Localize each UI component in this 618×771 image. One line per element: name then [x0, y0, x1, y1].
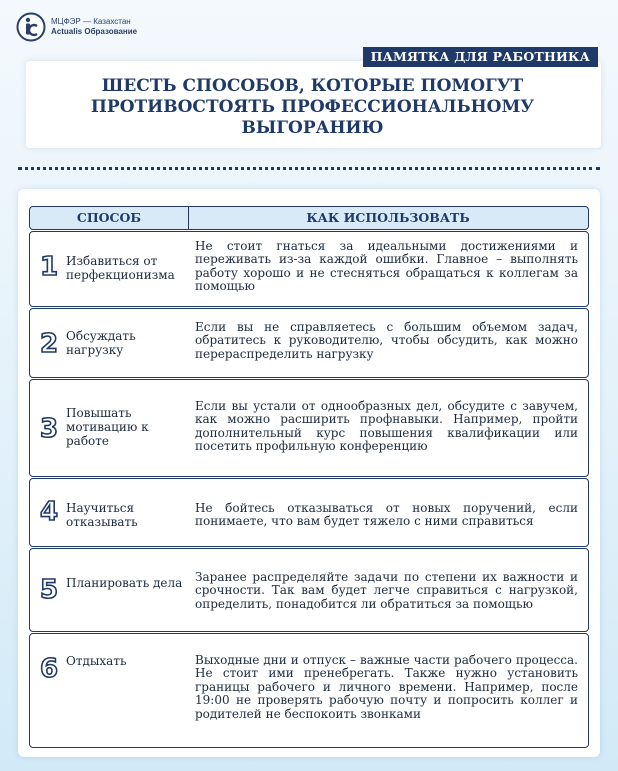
table-row [29, 308, 589, 378]
column-header-way: СПОСОБ [30, 207, 189, 229]
table-row [29, 633, 589, 748]
row-way: Планировать дела [66, 576, 183, 590]
page-title [30, 76, 595, 139]
table-row [29, 478, 589, 547]
row-number: 3 [39, 414, 59, 444]
row-how: Заранее распределяйте задачи по степени их важности и срочности. Так вам будет легче справиться с нагрузкой, определить, понадобится ли обратиться за помощью [195, 570, 578, 611]
logo-text [51, 17, 137, 37]
row-number: 5 [39, 575, 59, 605]
row-number: 4 [39, 497, 59, 527]
row-way: Обсуждать нагрузку [66, 329, 136, 357]
row-way: Избавиться от перфекционизма [66, 254, 175, 282]
row-how: Не бойтесь отказываться от новых поручений, если понимаете, что вам будет тяжело с ними справиться [195, 501, 578, 529]
row-way: Научиться отказывать [66, 501, 138, 529]
title-line-1: ШЕСТЬ СПОСОБОВ, КОТОРЫЕ ПОМОГУТ [101, 76, 524, 96]
memo-tag: ПАМЯТКА ДЛЯ РАБОТНИКА [363, 47, 598, 67]
title-line-2: ПРОТИВОСТОЯТЬ ПРОФЕССИОНАЛЬНОМУ [90, 97, 535, 117]
row-number: 6 [39, 654, 59, 684]
logo-line-1: МЦФЭР — Казахстан [51, 17, 131, 26]
row-how: Выходные дни и отпуск – важные части рабочего процесса. Не стоит ими пренебрегать. Также нужно установить границы рабочего и личного времени. Например, после 19:00 не проверять рабочую почту и попросить коллег и родителей не беспокоить звонками [195, 653, 578, 721]
column-header-how: КАК ИСПОЛЬЗОВАТЬ [306, 210, 470, 225]
dotted-divider [18, 167, 600, 170]
row-number: 2 [39, 329, 59, 359]
table-row [29, 548, 589, 632]
row-how: Если вы устали от однообразных дел, обсудите с завучем, как можно расширить профнавыки. Например, пройти дополнительный курс повышения квалификации или посетить профильную конференцию [195, 399, 578, 454]
table-row [29, 379, 589, 477]
row-number: 1 [39, 252, 59, 282]
logo [16, 10, 137, 44]
row-way: Отдыхать [66, 654, 127, 668]
title-line-3: ВЫГОРАНИЮ [241, 118, 384, 138]
table-header [29, 206, 589, 230]
row-how: Не стоит гнаться за идеальными достижениями и переживать из-за каждой ошибки. Главное – выполнять работу хорошо и не стесняться обращаться к коллегам за помощью [195, 239, 578, 294]
logo-line-2: Actualis Образование [51, 27, 138, 36]
row-way: Повышать мотивацию к работе [66, 406, 149, 448]
logo-icon [16, 12, 46, 42]
row-how: Если вы не справляетесь с большим объемом задач, обратитесь к руководителю, чтобы обсудить, как можно перераспределить нагрузку [195, 320, 578, 361]
table-row [29, 231, 589, 307]
